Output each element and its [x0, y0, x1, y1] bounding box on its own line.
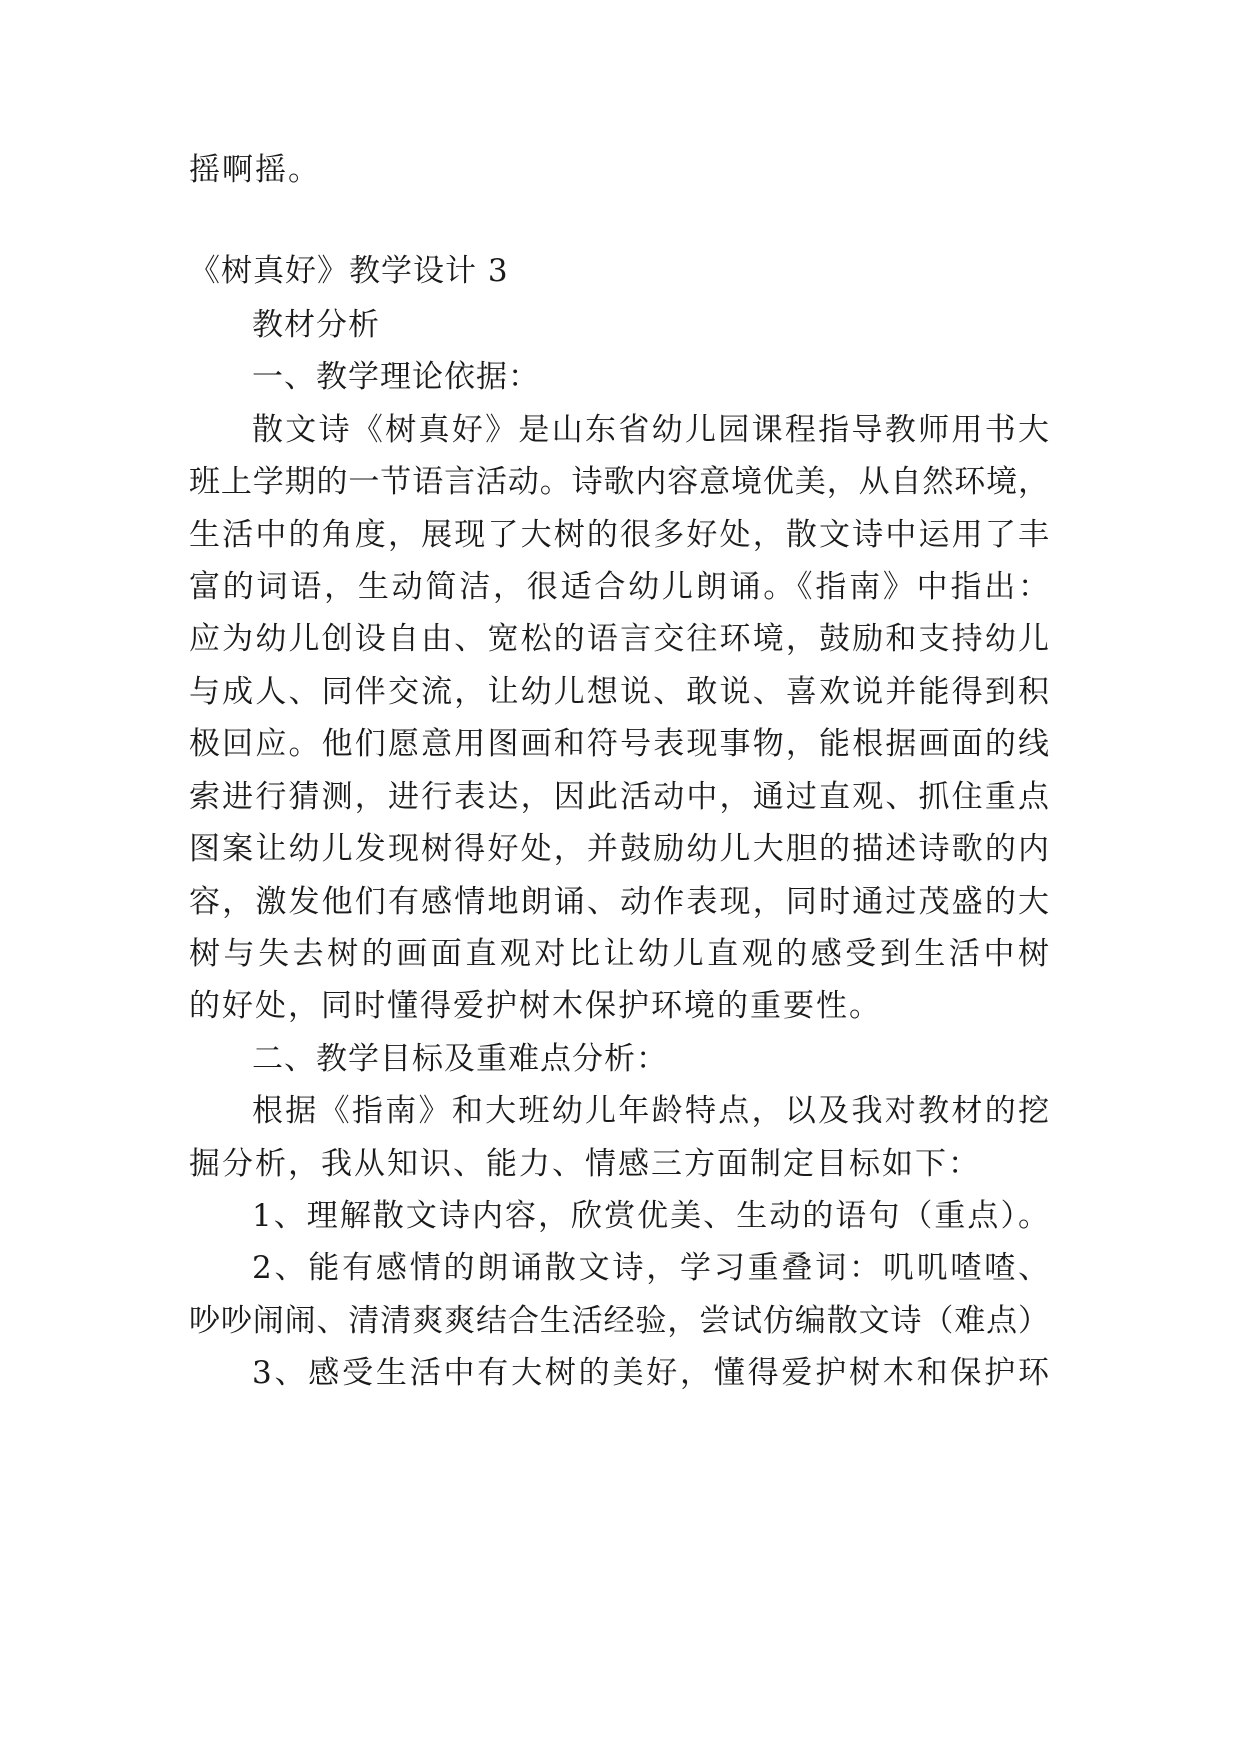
list-heading: 二、教学目标及重难点分析：	[252, 1041, 668, 1077]
paragraph-line: 极回应。他们愿意用图画和符号表现事物，能根据画面的线	[189, 726, 1049, 762]
section-title: 《树真好》教学设计 3	[189, 253, 509, 289]
list-heading: 一、教学理论依据：	[252, 359, 540, 395]
objective-item: 3、感受生活中有大树的美好，懂得爱护树木和保护环	[252, 1355, 1049, 1391]
paragraph-line: 的好处，同时懂得爱护树木保护环境的重要性。	[189, 988, 882, 1024]
paragraph-line: 散文诗《树真好》是山东省幼儿园课程指导教师用书大	[252, 412, 1049, 448]
paragraph-line: 图案让幼儿发现树得好处，并鼓励幼儿大胆的描述诗歌的内	[189, 831, 1049, 867]
paragraph-line: 掘分析，我从知识、能力、情感三方面制定目标如下：	[189, 1146, 981, 1182]
paragraph-line: 班上学期的一节语言活动。诗歌内容意境优美，从自然环境，	[189, 464, 1049, 500]
objective-item: 1、理解散文诗内容，欣赏优美、生动的语句（重点）。	[252, 1198, 1049, 1234]
paragraph-line: 富的词语，生动简洁，很适合幼儿朗诵。《指南》中指出：	[189, 569, 1049, 605]
subsection-heading: 教材分析	[252, 307, 380, 343]
paragraph-line: 树与失去树的画面直观对比让幼儿直观的感受到生活中树	[189, 936, 1049, 972]
paragraph-line: 生活中的角度，展现了大树的很多好处，散文诗中运用了丰	[189, 517, 1049, 553]
objective-item-continuation: 吵吵闹闹、清清爽爽结合生活经验，尝试仿编散文诗（难点）	[189, 1303, 1049, 1339]
paragraph-line: 应为幼儿创设自由、宽松的语言交往环境，鼓励和支持幼儿	[189, 621, 1049, 657]
objective-item: 2、能有感情的朗诵散文诗，学习重叠词：叽叽喳喳、	[252, 1250, 1049, 1286]
paragraph-line: 与成人、同伴交流，让幼儿想说、敢说、喜欢说并能得到积	[189, 674, 1049, 710]
paragraph-line: 索进行猜测，进行表达，因此活动中，通过直观、抓住重点	[189, 779, 1049, 815]
paragraph-line: 容，激发他们有感情地朗诵、动作表现，同时通过茂盛的大	[189, 884, 1049, 920]
paragraph-line: 根据《指南》和大班幼儿年龄特点，以及我对教材的挖	[252, 1093, 1049, 1129]
paragraph-tail: 摇啊摇。	[189, 152, 321, 188]
